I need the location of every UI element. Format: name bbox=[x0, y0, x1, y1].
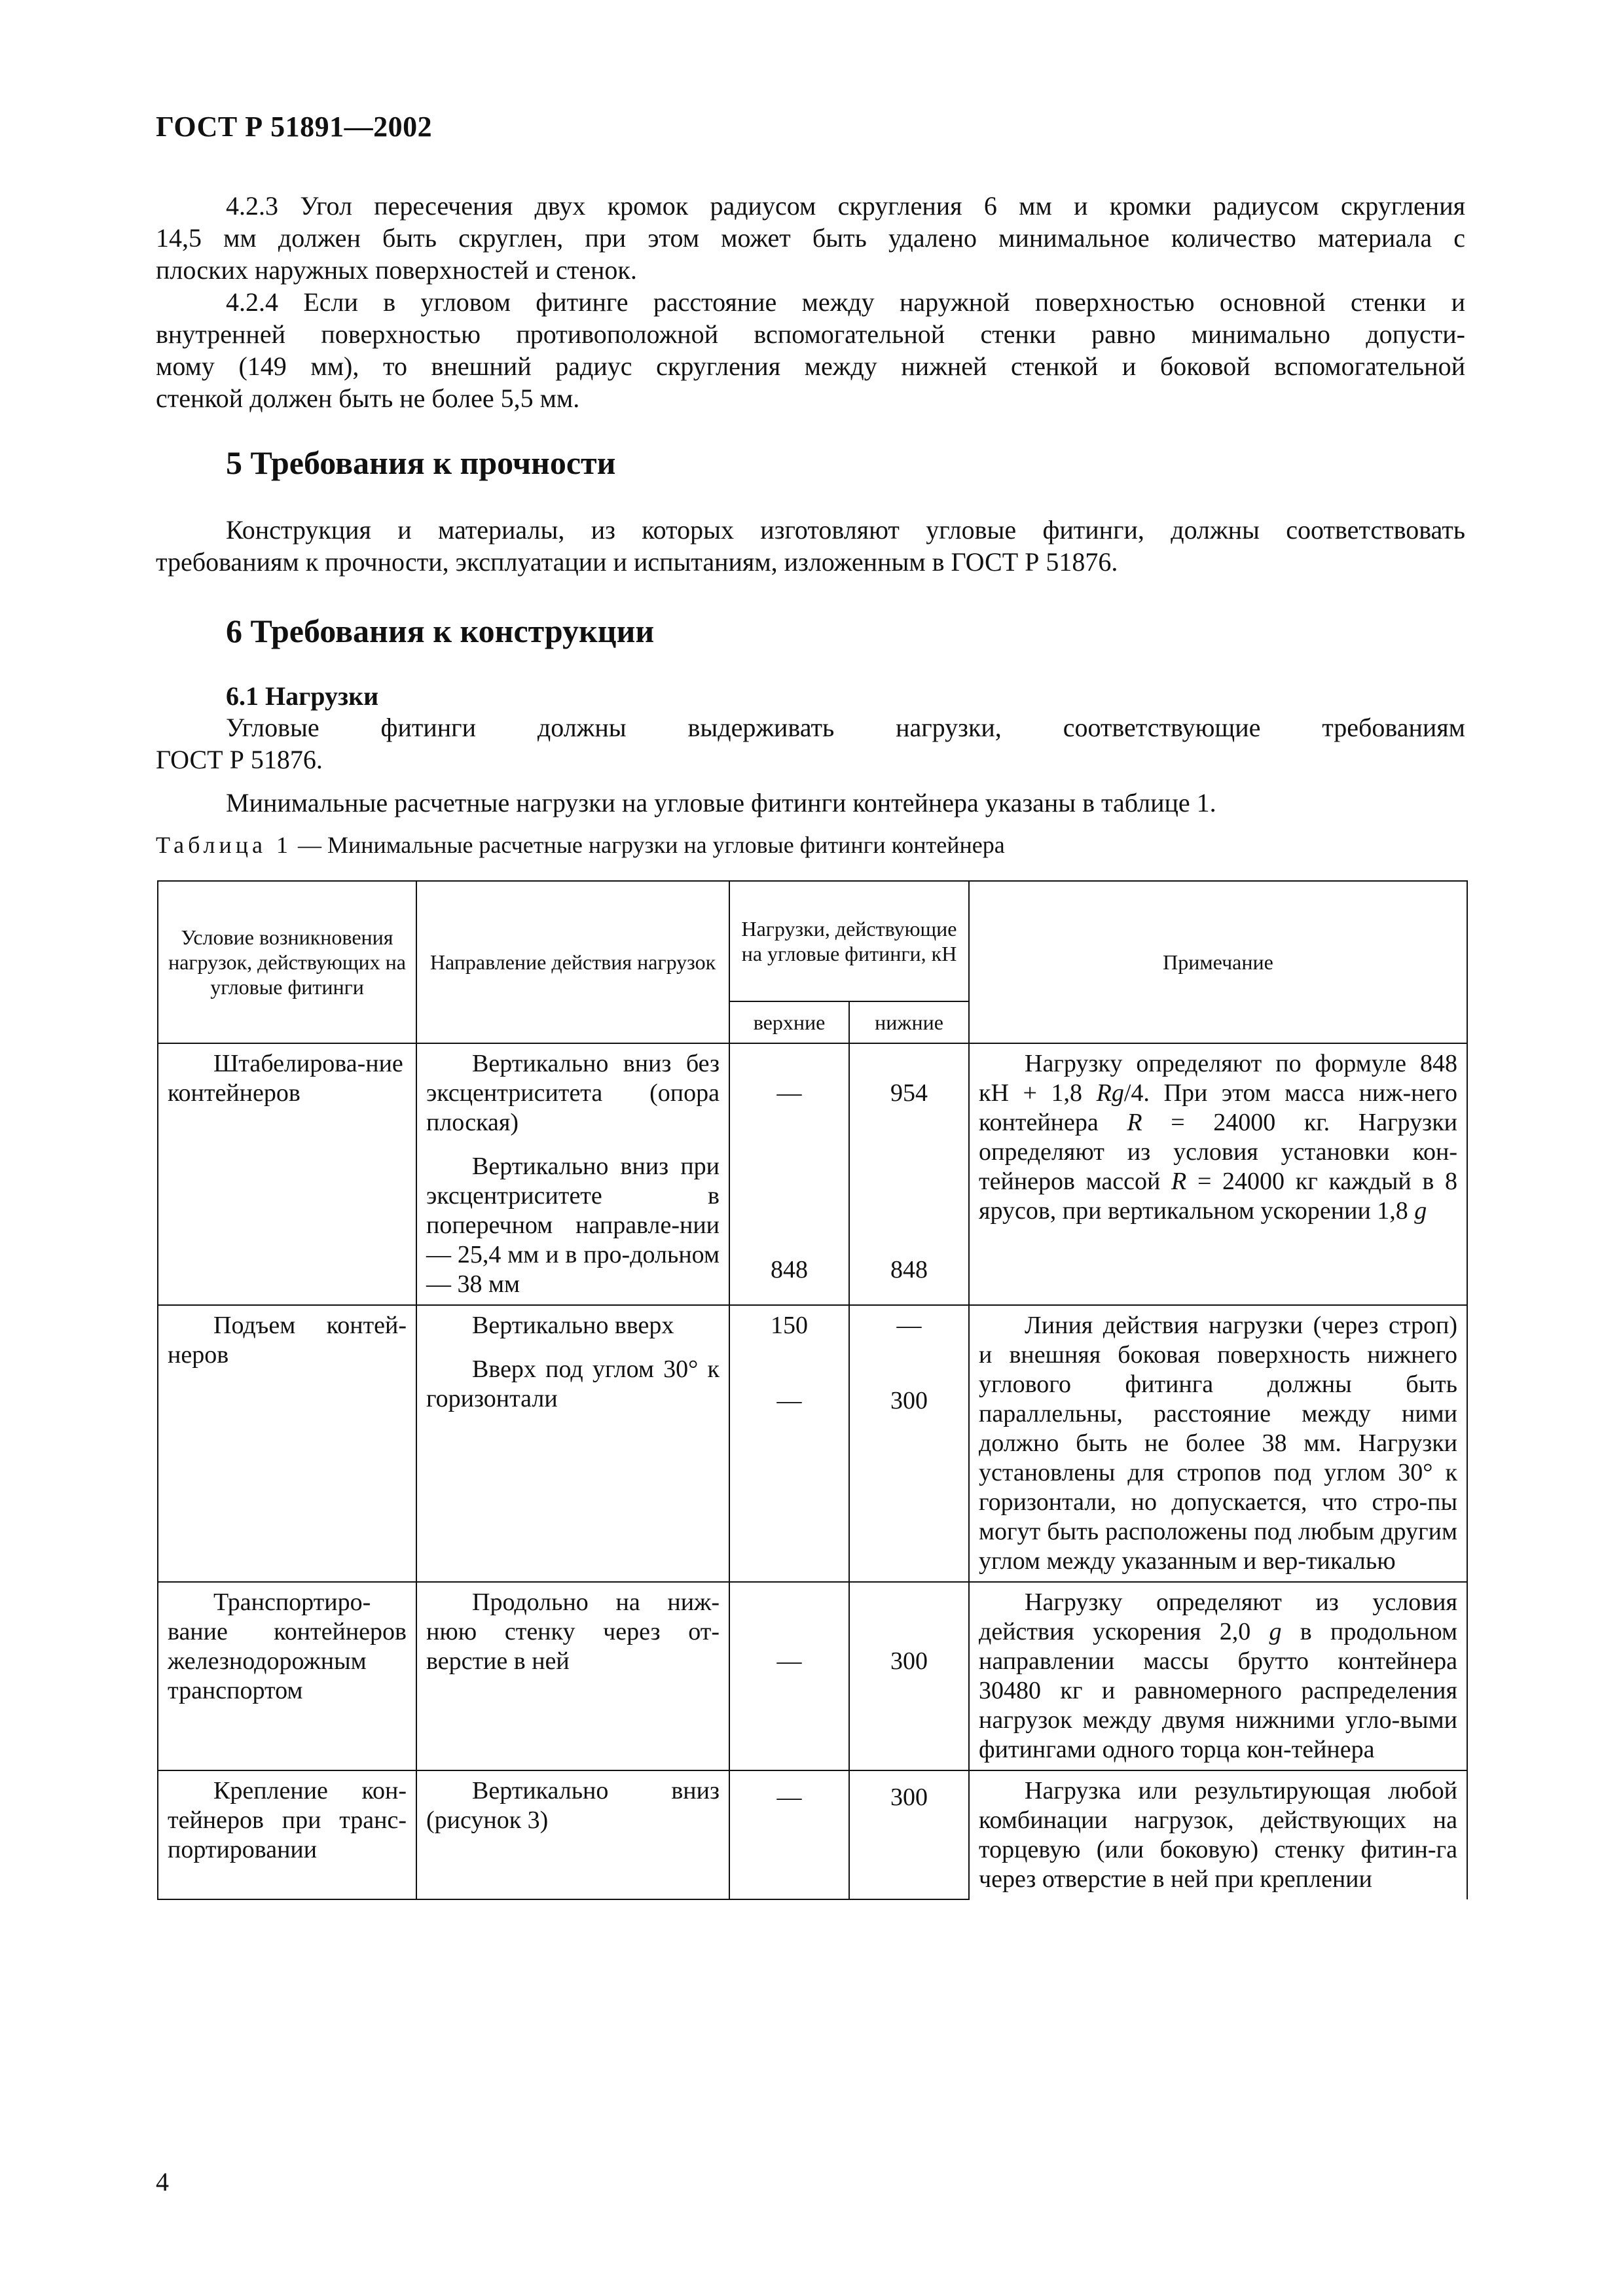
cell-condition bbox=[158, 1582, 416, 1770]
paragraph-line: плоских наружных поверхностей и стенок. bbox=[156, 255, 637, 285]
upper-value: 848 bbox=[771, 1256, 808, 1283]
paragraph-line: требованиям к прочности, эксплуатации и испытаниям, изложенным в ГОСТ Р 51876. bbox=[156, 547, 1118, 577]
cell-condition bbox=[158, 1770, 416, 1899]
cell-upper bbox=[729, 1770, 849, 1899]
lower-value: 954 bbox=[890, 1079, 928, 1107]
paragraph-4-2-4 bbox=[156, 286, 1465, 414]
paragraph-line: Минимальные расчетные нагрузки на угловые фитинги контейнера указаны в таблице 1. bbox=[226, 788, 1216, 817]
header-upper: верхние bbox=[729, 1001, 849, 1043]
section-6-title: 6 Требования к конструкции bbox=[226, 613, 655, 649]
direction-text: Продольно на ниж-нюю стенку через от-верстие в ней bbox=[426, 1588, 720, 1675]
direction-text: Вертикально вниз (рисунок 3) bbox=[426, 1777, 720, 1834]
note-text: Нагрузку определяют из условия действия ускорения 2,0 g в продольном направлении массы брутто контейнера 30480 кг и равномерного распределения нагрузок между двумя нижними угло-выми фитингами одного торца кон-тейнера bbox=[979, 1588, 1458, 1763]
cell-direction bbox=[416, 1770, 729, 1899]
section-5-title: 5 Требования к прочности bbox=[226, 444, 616, 481]
lower-value: 848 bbox=[890, 1256, 928, 1283]
upper-value: — bbox=[776, 1784, 802, 1811]
condition-text: Штабелирова-ние контейнеров bbox=[168, 1050, 403, 1107]
direction-text: Вертикально вверх bbox=[472, 1312, 674, 1339]
cell-note bbox=[969, 1770, 1467, 1899]
direction-text: Вертикально вниз при эксцентриситете в поперечном направле-нии — 25,4 мм и в про-дольном — 38 мм bbox=[426, 1153, 720, 1298]
lower-value: 300 bbox=[890, 1784, 928, 1811]
section-6-paragraph bbox=[156, 711, 1465, 819]
lower-value: 300 bbox=[890, 1647, 928, 1675]
page-number: 4 bbox=[156, 2167, 169, 2197]
condition-text: Подъем контей-неров bbox=[168, 1312, 407, 1369]
paragraph-line: Угловые фитинги должны выдерживать нагрузки, соответствующие требованиям bbox=[226, 713, 1465, 742]
upper-value: — bbox=[776, 1079, 802, 1107]
header-note: Примечание bbox=[969, 881, 1467, 1043]
table-row bbox=[158, 1770, 1467, 1899]
cell-direction bbox=[416, 1043, 729, 1305]
note-text: Линия действия нагрузки (через строп) и внешняя боковая поверхность нижнего углового фитинга должны быть параллельны, расстояние между ними должно быть не более 38 мм. Нагрузки установлены для стропов под углом 30° к горизонтали, но допускается, что стро-пы могут быть расположены под любым другим углом между указанным и вер-тикалью bbox=[979, 1312, 1457, 1575]
upper-value: 150 bbox=[771, 1312, 808, 1339]
table-caption-label: Таблица 1 bbox=[156, 832, 292, 858]
cell-lower bbox=[849, 1043, 969, 1305]
cell-note bbox=[969, 1305, 1467, 1582]
cell-direction bbox=[416, 1582, 729, 1770]
table-row bbox=[158, 1582, 1467, 1770]
cell-note bbox=[969, 1043, 1467, 1305]
cell-condition bbox=[158, 1043, 416, 1305]
document-header: ГОСТ Р 51891—2002 bbox=[156, 111, 433, 143]
direction-text: Вертикально вниз без эксцентриситета (опора плоская) bbox=[426, 1050, 720, 1136]
paragraph-line: 4.2.4 Если в угловом фитинге расстояние между наружной поверхностью основной стенки и bbox=[226, 287, 1465, 317]
header-direction: Направление действия нагрузок bbox=[416, 881, 729, 1043]
table-caption bbox=[156, 831, 1005, 859]
cell-lower bbox=[849, 1770, 969, 1899]
condition-text: Транспортиро-вание контейнеров железнодорожным транспортом bbox=[168, 1588, 407, 1704]
condition-text: Крепление кон-тейнеров при транс-портировании bbox=[168, 1777, 407, 1863]
table-row bbox=[158, 1043, 1467, 1305]
cell-direction bbox=[416, 1305, 729, 1582]
direction-text: Вверх под углом 30° к горизонтали bbox=[426, 1355, 720, 1412]
paragraph-line: мому (149 мм), то внешний радиус скругления между нижней стенкой и боковой вспомогательной bbox=[156, 351, 1465, 381]
cell-condition bbox=[158, 1305, 416, 1582]
note-text: Нагрузку определяют по формуле 848 кН + 1,8 Rg/4. При этом масса ниж-него контейнера R = 24000 кг. Нагрузки определяют из условия установки кон-тейнеров массой R = 24000 кг каждый в 8 ярусов, при вертикальном ускорении 1,8 g bbox=[979, 1050, 1457, 1225]
table-row bbox=[158, 1305, 1467, 1582]
table-caption-text: — Минимальные расчетные нагрузки на угловые фитинги контейнера bbox=[291, 832, 1005, 858]
cell-note bbox=[969, 1582, 1467, 1770]
header-loads: Нагрузки, действующие на угловые фитинги, кН bbox=[729, 881, 969, 1001]
note-text: Нагрузка или результирующая любой комбинации нагрузок, действующих на торцевую (или боковую) стенку фитин-га через отверстие в ней при креплении bbox=[979, 1777, 1457, 1893]
lower-value: — bbox=[896, 1312, 922, 1339]
paragraph-line: 14,5 мм должен быть скруглен, при этом может быть удалено минимальное количество материала с bbox=[156, 223, 1465, 253]
paragraph-line: стенкой должен быть не более 5,5 мм. bbox=[156, 384, 580, 413]
lower-value: 300 bbox=[890, 1387, 928, 1414]
table-header-row bbox=[158, 881, 1467, 1001]
cell-upper bbox=[729, 1305, 849, 1582]
paragraph-line: 4.2.3 Угол пересечения двух кромок радиусом скругления 6 мм и кромки радиусом скругления bbox=[226, 191, 1465, 221]
loads-table bbox=[157, 880, 1468, 1900]
section-5-paragraph bbox=[156, 514, 1465, 578]
header-condition: Условие возникновения нагрузок, действующих на угловые фитинги bbox=[158, 881, 416, 1043]
cell-upper bbox=[729, 1043, 849, 1305]
paragraph-line: ГОСТ Р 51876. bbox=[156, 745, 323, 774]
header-lower: нижние bbox=[849, 1001, 969, 1043]
upper-value: — bbox=[776, 1647, 802, 1675]
cell-lower bbox=[849, 1305, 969, 1582]
cell-upper bbox=[729, 1582, 849, 1770]
paragraph-4-2-3 bbox=[156, 190, 1465, 286]
upper-value: — bbox=[776, 1387, 802, 1414]
subsection-6-1-title: 6.1 Нагрузки bbox=[226, 681, 379, 711]
paragraph-line: внутренней поверхностью противоположной вспомогательной стенки равно минимально допусти- bbox=[156, 319, 1465, 349]
cell-lower bbox=[849, 1582, 969, 1770]
paragraph-line: Конструкция и материалы, из которых изготовляют угловые фитинги, должны соответствовать bbox=[226, 515, 1465, 545]
